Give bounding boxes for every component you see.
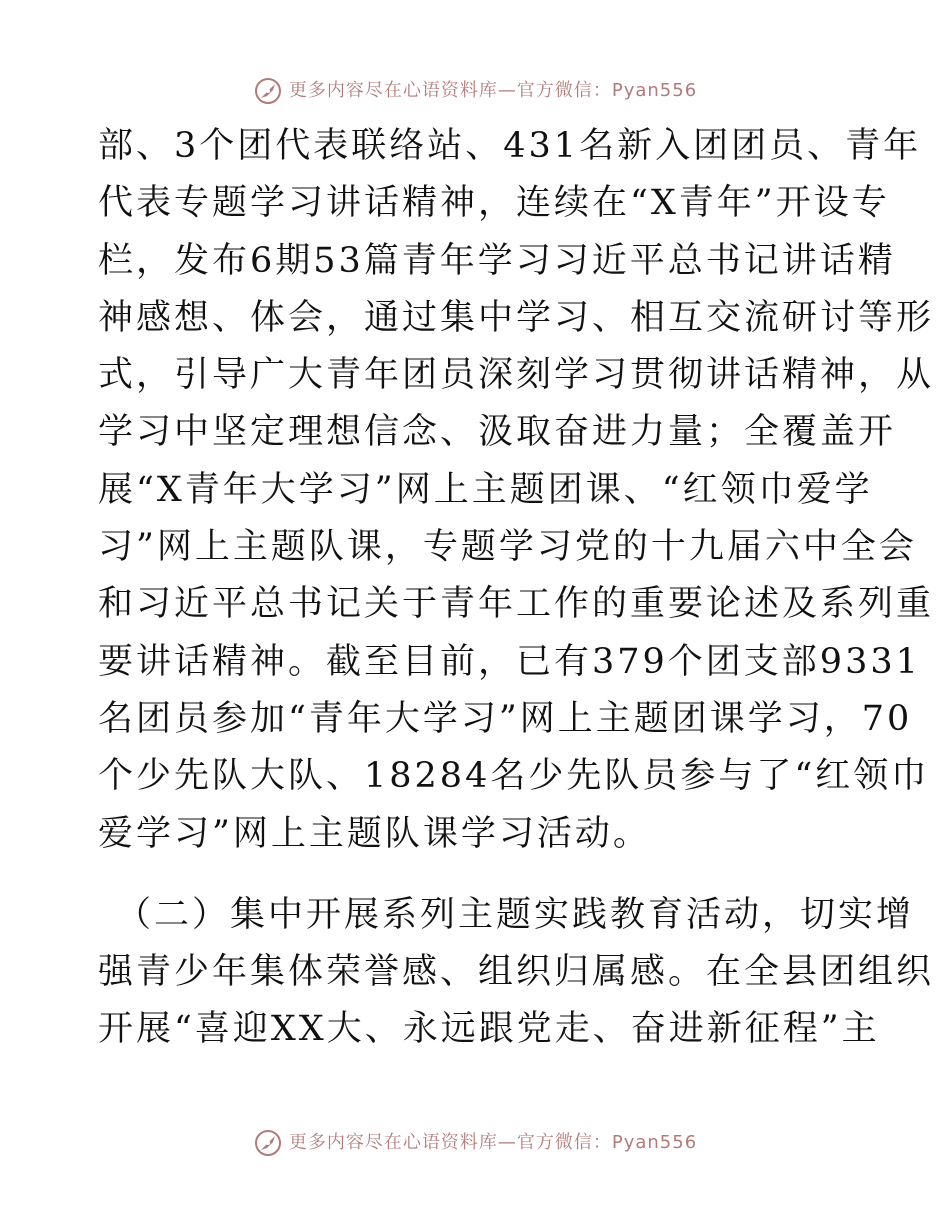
text-line: 栏，发布6期53篇青年学习习近平总书记讲话精 (98, 240, 896, 281)
text-line: 开展“喜迎XX大、永远跟党走、奋进新征程”主 (98, 1009, 880, 1050)
watermark-text: 更多内容尽在心语资料库—官方微信：Pyan556 (288, 80, 698, 101)
text-line: 学习中坚定理想信念、汲取奋进力量；全覆盖开 (98, 412, 897, 453)
watermark-text: 更多内容尽在心语资料库—官方微信：Pyan556 (288, 1132, 698, 1153)
text-line: 式，引导广大青年团员深刻学习贯彻讲话精神，从 (98, 355, 935, 396)
text-line: 部、3个团代表联络站、431名新入团团员、青年 (98, 126, 922, 166)
header-watermark (0, 76, 950, 106)
section-heading-line: （二）集中开展系列主题实践教育活动，切实增 (116, 894, 915, 935)
text-line: 名团员参加“青年大学习”网上主题团课学习，70 (98, 698, 913, 739)
text-line: 和习近平总书记关于青年工作的重要论述及系列重 (98, 584, 935, 625)
text-line: 强青少年集体荣誉感、组织归属感。在全县团组织 (98, 952, 935, 993)
paragraph-gap (98, 863, 858, 887)
text-line: 爱学习”网上主题队课学习活动。 (98, 813, 651, 854)
body-text (98, 118, 935, 1059)
text-line: 神感想、体会，通过集中学习、相互交流研讨等形 (98, 297, 935, 338)
text-line: 个少先队大队、18284名少先队员参与了“红领巾 (98, 756, 930, 797)
text-line: 要讲话精神。截至目前，已有379个团支部9331 (98, 641, 921, 682)
quill-seal-logo (253, 1128, 283, 1158)
quill-seal-logo (253, 76, 283, 106)
footer-watermark (0, 1128, 950, 1158)
text-line: 习”网上主题队课，专题学习党的十九届六中全会 (98, 527, 917, 568)
text-line: 展“X青年大学习”网上主题团课、“红领巾爱学 (98, 469, 873, 510)
text-line: 代表专题学习讲话精神，连续在“X青年”开设专 (98, 183, 890, 224)
